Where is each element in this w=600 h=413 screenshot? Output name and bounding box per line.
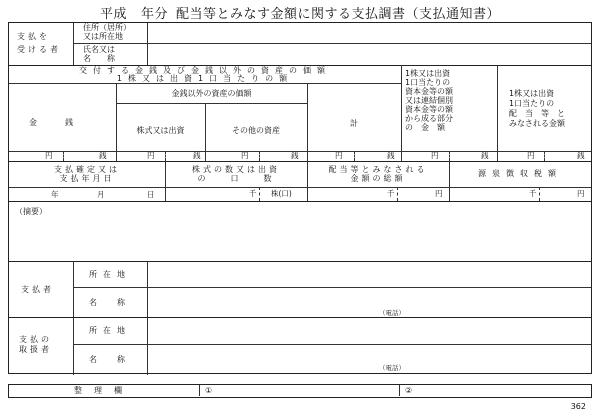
unit-sen-3: 銭 bbox=[291, 151, 299, 160]
unit-yen-1: 円 bbox=[45, 151, 53, 160]
payer-location-label: 所在地 bbox=[89, 270, 131, 279]
handler-location-field[interactable] bbox=[149, 319, 589, 342]
withholding-label: 源泉徴収税額 bbox=[478, 169, 562, 178]
reference-circle-2: ② bbox=[405, 386, 413, 395]
unit-year: 年 bbox=[51, 190, 59, 199]
title-era: 平成 bbox=[99, 7, 127, 22]
title-year: 年分 bbox=[140, 7, 168, 22]
name-label-1: 氏名又は bbox=[83, 45, 115, 54]
handler-name-label: 名 称 bbox=[89, 355, 131, 364]
payer-label: 支払者 bbox=[21, 285, 54, 294]
address-label-2: 又は所在地 bbox=[83, 32, 123, 41]
capital-label-6: から成る部分 bbox=[405, 114, 453, 123]
unit-yen-2: 円 bbox=[147, 151, 155, 160]
reference-row bbox=[8, 384, 592, 398]
title-text: 配当等とみなす金額に関する支払調書（支払通知書） bbox=[176, 7, 501, 22]
deemed-label bbox=[509, 89, 591, 129]
name-label-2: 名 称 bbox=[83, 54, 115, 63]
unit-yen-7: 円 bbox=[435, 189, 443, 198]
unit-sen-4: 銭 bbox=[387, 151, 395, 160]
unit-sen-5: 銭 bbox=[481, 151, 489, 160]
unit-thousand-3: 千 bbox=[529, 189, 537, 198]
handler-label-2: 取扱者 bbox=[19, 345, 52, 354]
unit-yen-6: 円 bbox=[527, 151, 535, 160]
date-label-2: 支払年月日 bbox=[59, 174, 115, 183]
capital-label-5: 資本金等の額 bbox=[405, 105, 453, 114]
page-number: 362 bbox=[570, 402, 586, 411]
address-label-1: 住所（居所） bbox=[83, 23, 131, 32]
deemed-label-2: 1口当たりの bbox=[509, 99, 555, 108]
unit-thousand-1: 千 bbox=[249, 189, 257, 198]
reference-label: 整理欄 bbox=[74, 386, 134, 395]
stock-label: 株式又は出資 bbox=[136, 126, 185, 135]
money-label: 金 銭 bbox=[29, 118, 77, 127]
handler-name-field[interactable] bbox=[149, 346, 369, 372]
capital-label-1: 1株又は出資 bbox=[405, 69, 451, 78]
unit-yen-3: 円 bbox=[241, 151, 249, 160]
recipient-name-field[interactable] bbox=[149, 45, 589, 63]
handler-location-label: 所在地 bbox=[89, 326, 131, 335]
handler-label-1: 支払の bbox=[19, 335, 52, 344]
payment-record-form bbox=[8, 22, 592, 374]
payment-header-1: 交付する金銭及び金銭以外の資産の価額 bbox=[79, 66, 331, 75]
capital-label-3: 資本金等の額 bbox=[405, 87, 453, 96]
unit-sen-6: 銭 bbox=[577, 151, 585, 160]
payer-name-label: 名 称 bbox=[89, 298, 131, 307]
payer-location-field[interactable] bbox=[149, 263, 589, 285]
deemed-total-label-2: 金額の総額 bbox=[350, 174, 406, 183]
deemed-label-3: 配 当 等 と bbox=[509, 109, 565, 118]
remarks-field[interactable] bbox=[69, 203, 589, 259]
capital-label-7: の 金 額 bbox=[405, 123, 445, 132]
shares-label-2: の 口 数 bbox=[197, 174, 275, 183]
payment-header-2: 1株又は出資1口当たりの額 bbox=[116, 74, 294, 83]
capital-label-2: 1口当たりの bbox=[405, 78, 451, 87]
other-assets-label: 金銭以外の資産の価額 bbox=[171, 89, 252, 98]
recipient-label-1: 支払を bbox=[17, 32, 50, 41]
reference-circle-1: ① bbox=[205, 386, 213, 395]
other-label: その他の資産 bbox=[232, 126, 280, 135]
total-label: 計 bbox=[350, 119, 358, 128]
payer-name-field[interactable] bbox=[149, 289, 369, 315]
unit-sen-1: 銭 bbox=[99, 151, 107, 160]
date-label-1: 支払確定又は bbox=[54, 165, 120, 174]
unit-sen-2: 銭 bbox=[193, 151, 201, 160]
deemed-label-1: 1株又は出資 bbox=[509, 89, 555, 98]
capital-label bbox=[405, 69, 495, 132]
unit-yen-4: 円 bbox=[335, 151, 343, 160]
unit-month: 月 bbox=[97, 190, 105, 199]
deemed-label-4: みなされる金額 bbox=[509, 119, 565, 128]
unit-yen-8: 円 bbox=[577, 189, 585, 198]
recipient-label-2: 受ける者 bbox=[17, 45, 61, 54]
handler-phone-label: （電話） bbox=[379, 364, 405, 372]
unit-thousand-2: 千 bbox=[387, 189, 395, 198]
unit-day: 日 bbox=[147, 190, 155, 199]
unit-yen-5: 円 bbox=[431, 151, 439, 160]
shares-label-1: 株式の数又は出資 bbox=[192, 165, 280, 174]
payer-phone-label: （電話） bbox=[379, 309, 405, 317]
unit-shares: 株(口) bbox=[271, 189, 292, 198]
capital-label-4: 又は連結個別 bbox=[405, 96, 453, 105]
recipient-address-field[interactable] bbox=[149, 24, 589, 42]
page-title bbox=[0, 3, 600, 22]
deemed-total-label-1: 配当等とみなされる bbox=[328, 165, 428, 174]
remarks-label: （摘要） bbox=[15, 207, 47, 216]
